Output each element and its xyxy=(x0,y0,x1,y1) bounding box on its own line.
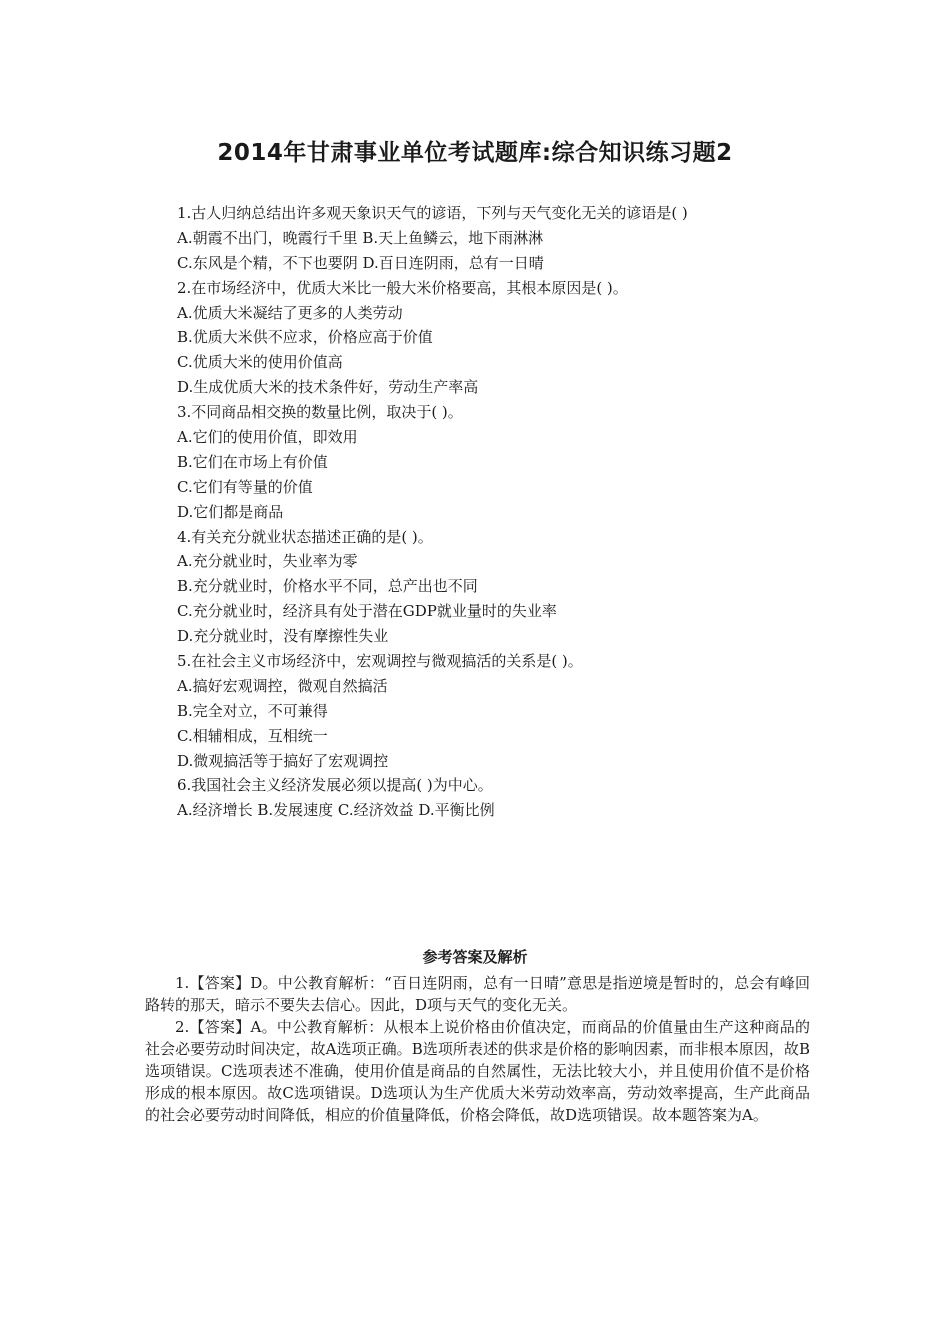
question-line: D.充分就业时，没有摩擦性失业 xyxy=(177,627,389,646)
answers-heading: 参考答案及解析 xyxy=(422,948,528,966)
question-line: C.优质大米的使用价值高 xyxy=(177,353,343,372)
question-line: A.搞好宏观调控，微观自然搞活 xyxy=(177,676,388,695)
question-line: A.朝霞不出门，晚霞行千里 B.天上鱼鳞云，地下雨淋淋 xyxy=(177,228,544,247)
question-line: B.充分就业时，价格水平不同，总产出也不同 xyxy=(177,577,478,596)
question-line: D.生成优质大米的技术条件好，劳动生产率高 xyxy=(177,378,479,397)
answer-paragraph: 2.【答案】A。中公教育解析：从根本上说价格由价值决定，而商品的价值量由生产这种商品的社会必要劳动时间决定，故A选项正确。B选项所表述的供求是价格的影响因素，而非根本原因，故B选项错误。C选项表述不准确，使用价值是商品的自然属性，无法比较大小，并且使用价值不是价格形成的根本原因。故C选项错误。D选项认为生产优质大米劳动效率高，劳动效率提高，生产此商品的社会必要劳动时间降低，相应的价值量降低，价格会降低，故D选项错误。故本题答案为A。 xyxy=(145,1018,810,1124)
question-line: C.充分就业时，经济具有处于潜在GDP就业量时的失业率 xyxy=(177,602,557,621)
question-line: C.它们有等量的价值 xyxy=(177,477,313,496)
question-list xyxy=(177,201,817,823)
question-line: D.它们都是商品 xyxy=(177,502,284,521)
question-line: C.相辅相成，互相统一 xyxy=(177,726,328,745)
document-title: 2014年甘肃事业单位考试题库:综合知识练习题2 xyxy=(217,140,733,166)
question-line: 2.在市场经济中，优质大米比一般大米价格要高，其根本原因是( )。 xyxy=(177,278,628,297)
answers-section xyxy=(145,972,810,1126)
answer-paragraph: 1.【答案】D。中公教育解析：“百日连阴雨，总有一日晴”意思是指逆境是暂时的，总会有峰回路转的那天，暗示不要失去信心。因此，D项与天气的变化无关。 xyxy=(145,974,810,1014)
question-line: 3.不同商品相交换的数量比例，取决于( )。 xyxy=(177,403,463,422)
question-line: B.完全对立，不可兼得 xyxy=(177,701,328,720)
question-line: 1.古人归纳总结出许多观天象识天气的谚语，下列与天气变化无关的谚语是( ) xyxy=(177,204,688,222)
question-line: 5.在社会主义市场经济中，宏观调控与微观搞活的关系是( )。 xyxy=(177,652,583,671)
question-line: C.东风是个精，不下也要阴 D.百日连阴雨，总有一日晴 xyxy=(177,253,544,272)
question-line: B.优质大米供不应求，价格应高于价值 xyxy=(177,328,433,347)
question-line: A.它们的使用价值，即效用 xyxy=(177,428,358,447)
question-line: 4.有关充分就业状态描述正确的是( )。 xyxy=(177,527,433,546)
question-line: B.它们在市场上有价值 xyxy=(177,452,328,471)
question-line: 6.我国社会主义经济发展必须以提高( )为中心。 xyxy=(177,776,493,795)
question-line: A.充分就业时，失业率为零 xyxy=(177,552,358,571)
question-line: A.经济增长 B.发展速度 C.经济效益 D.平衡比例 xyxy=(177,801,495,820)
question-line: A.优质大米凝结了更多的人类劳动 xyxy=(177,303,403,322)
question-line: D.微观搞活等于搞好了宏观调控 xyxy=(177,751,389,770)
